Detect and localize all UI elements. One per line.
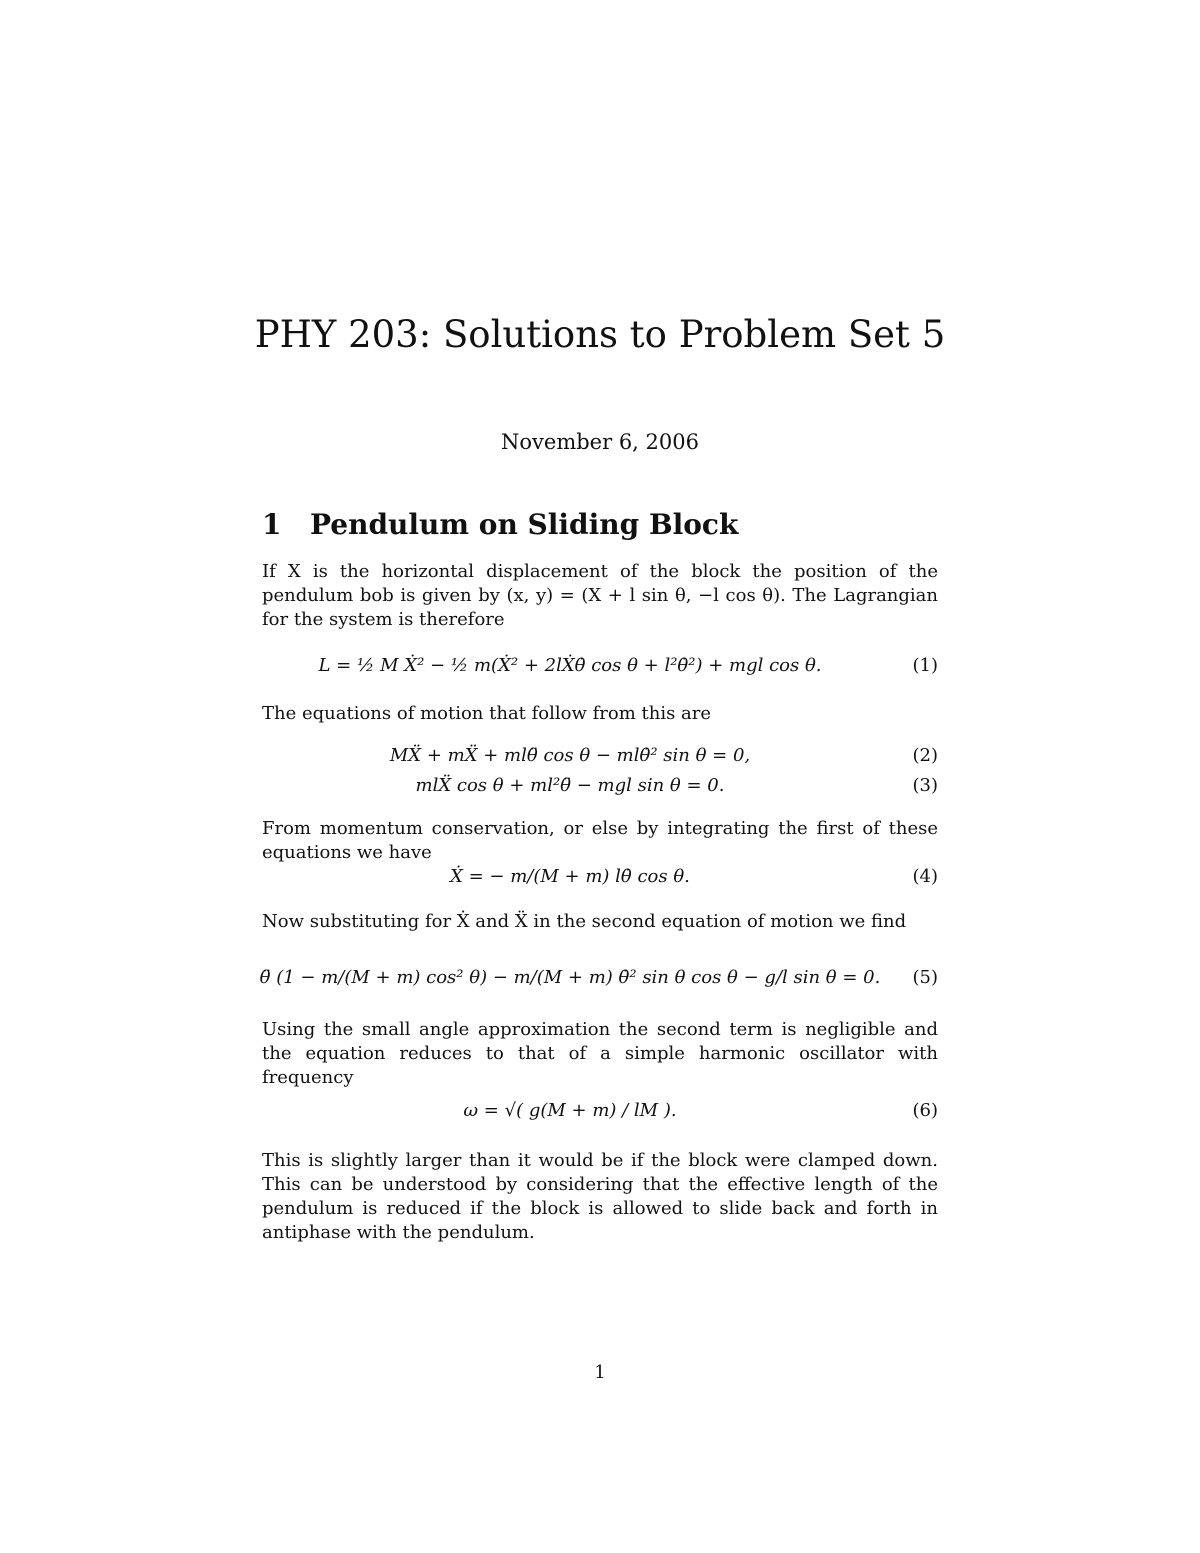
paragraph-momentum: From momentum conservation, or else by integrating the first of these equations we have [262, 818, 938, 863]
equation-1-number: (1) [912, 654, 938, 676]
equation-3-number: (3) [912, 774, 938, 796]
document-date: November 6, 2006 [501, 430, 699, 454]
equation-2 [262, 738, 938, 772]
equation-4 [262, 856, 938, 896]
section-heading [262, 505, 738, 545]
section-title: Pendulum on Sliding Block [310, 508, 739, 541]
paragraph-substituting: Now substituting for Ẋ and Ẍ in the second equation of motion we find [262, 911, 907, 932]
equation-6-body: ω = √( g(M + m) / lM ). [463, 1099, 677, 1121]
equation-6-number: (6) [912, 1099, 938, 1121]
equation-2-number: (2) [912, 744, 938, 766]
page-number: 1 [594, 1362, 606, 1383]
document-title: PHY 203: Solutions to Problem Set 5 [254, 313, 946, 356]
equation-1-body: L = ½ M Ẋ² − ½ m(Ẋ² + 2lẊθ̇ cos θ + l²θ̇²) + mgl cos θ. [318, 654, 822, 676]
equation-5 [259, 955, 938, 999]
equation-2-body: MẌ + mẌ + mlθ̈ cos θ − mlθ̇² sin θ = 0, [389, 744, 751, 766]
equation-5-body: θ̈ (1 − m/(M + m) cos² θ) − m/(M + m) θ̇² sin θ cos θ − g/l sin θ = 0. [259, 966, 881, 988]
equation-5-number: (5) [912, 966, 938, 988]
paragraph-conclusion: This is slightly larger than it would be if the block were clamped down. This can be understood by considering that the effective length of the pendulum is reduced if the block is allowed to slide back and forth in antiphase with the pendulum. [262, 1150, 938, 1243]
paragraph-intro: If X is the horizontal displacement of the block the position of the pendulum bob is given by (x, y) = (X + l sin θ, −l cos θ). The Lagrangian for the system is therefore [262, 561, 938, 630]
paragraph-equations-of-motion: The equations of motion that follow from this are [262, 703, 712, 724]
equation-1 [262, 645, 938, 685]
equation-6 [262, 1088, 938, 1132]
equation-4-number: (4) [912, 865, 938, 887]
equation-3 [262, 770, 938, 800]
section-number: 1 [262, 508, 282, 541]
equation-4-body: Ẋ = − m/(M + m) lθ̇ cos θ. [450, 865, 690, 887]
equation-3-body: mlẌ cos θ + ml²θ̈ − mgl sin θ = 0. [415, 774, 725, 796]
paragraph-small-angle: Using the small angle approximation the second term is negligible and the equation reduces to that of a simple harmonic oscillator with frequency [262, 1019, 938, 1088]
